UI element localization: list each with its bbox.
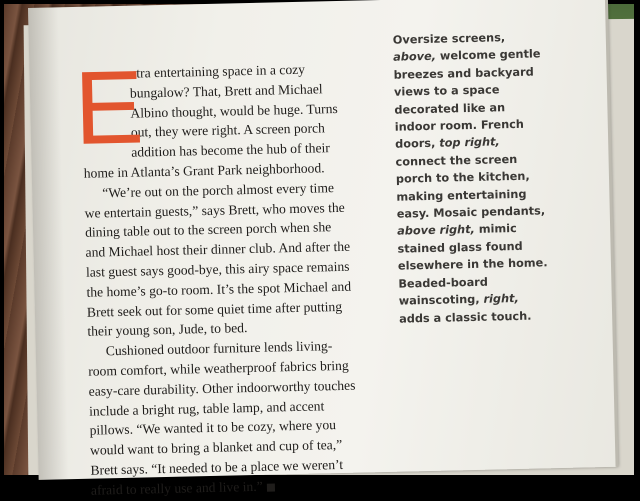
caption-line: making entertaining: [396, 187, 527, 204]
caption-text: mimic: [474, 222, 517, 237]
caption-line: decorated like an: [394, 100, 506, 117]
paragraph-1: [72, 49, 410, 183]
text-line: xtra entertaining space in a cozy: [129, 61, 306, 81]
text-line: would want to bring a blanket and cup of tea,”: [89, 437, 343, 458]
text-line: “We’re out on the porch almost every time: [102, 179, 335, 201]
text-line: Brett seek out for some quiet time after putting: [86, 298, 343, 320]
paragraph-3: [88, 334, 418, 500]
caption-line: indoor room. French: [394, 117, 525, 134]
caption-text: wainscoting,: [398, 292, 484, 308]
text-line: addition has become the hub of their: [131, 140, 330, 160]
caption-line: connect the screen: [395, 152, 518, 169]
end-mark-icon: [267, 483, 275, 491]
drop-cap: E: [72, 49, 145, 167]
caption-direction: above right,: [397, 223, 475, 239]
text-line: out, they were right. A screen porch: [130, 120, 326, 141]
text-line: easy-care durability. Other indoorworthy touches: [88, 377, 356, 399]
caption-line: easy. Mosaic pendants,: [396, 204, 546, 221]
caption-line: adds a classic touch.: [398, 309, 532, 326]
caption-line: stained glass found: [397, 239, 523, 256]
photo-caption: [393, 28, 578, 328]
caption-text: doors,: [395, 137, 440, 152]
text-line: Albino thought, would be huge. Turns: [130, 100, 338, 121]
text-line: the home’s go-to room. It’s the spot Michael and: [86, 278, 352, 300]
text-line: dining table out to the screen porch when she: [84, 219, 332, 241]
caption-line: breezes and backyard: [393, 65, 534, 82]
text-line: bungalow? That, Brett and Michael: [129, 81, 323, 101]
caption-line: porch to the kitchen,: [395, 169, 530, 186]
caption-line: Beaded-board: [398, 275, 489, 291]
caption-text: welcome gentle: [435, 47, 541, 64]
text-line: last guest says good-bye, this airy space remains: [85, 258, 350, 280]
text-line: home in Atlanta’s Grant Park neighborhood.: [83, 160, 325, 181]
text-line: Cushioned outdoor furniture lends living-: [105, 338, 333, 359]
caption-line: Oversize screens,: [392, 31, 506, 47]
text-line: we entertain guests,” says Brett, who moves the: [84, 199, 345, 221]
text-line: and Michael host their dinner club. And after the: [85, 238, 351, 260]
text-line: room comfort, while weatherproof fabrics bring: [88, 357, 349, 379]
magazine-page: [28, 0, 617, 498]
text-line: pillows. “We wanted it to be cozy, where you: [89, 417, 337, 439]
caption-direction: top right,: [439, 135, 500, 151]
caption-line: views to a space: [393, 83, 500, 99]
paragraph-2: [84, 176, 414, 342]
text-line: their young son, Jude, to bed.: [87, 320, 248, 340]
text-line: include a bright rug, table lamp, and accent: [88, 397, 325, 419]
closing-text: afraid to really use and live in.”: [90, 478, 263, 498]
text-line: Brett says. “It needed to be a place we weren’t: [90, 456, 344, 478]
caption-line: elsewhere in the home.: [397, 256, 548, 273]
caption-direction: right,: [483, 292, 519, 306]
caption-direction: above,: [393, 50, 437, 65]
